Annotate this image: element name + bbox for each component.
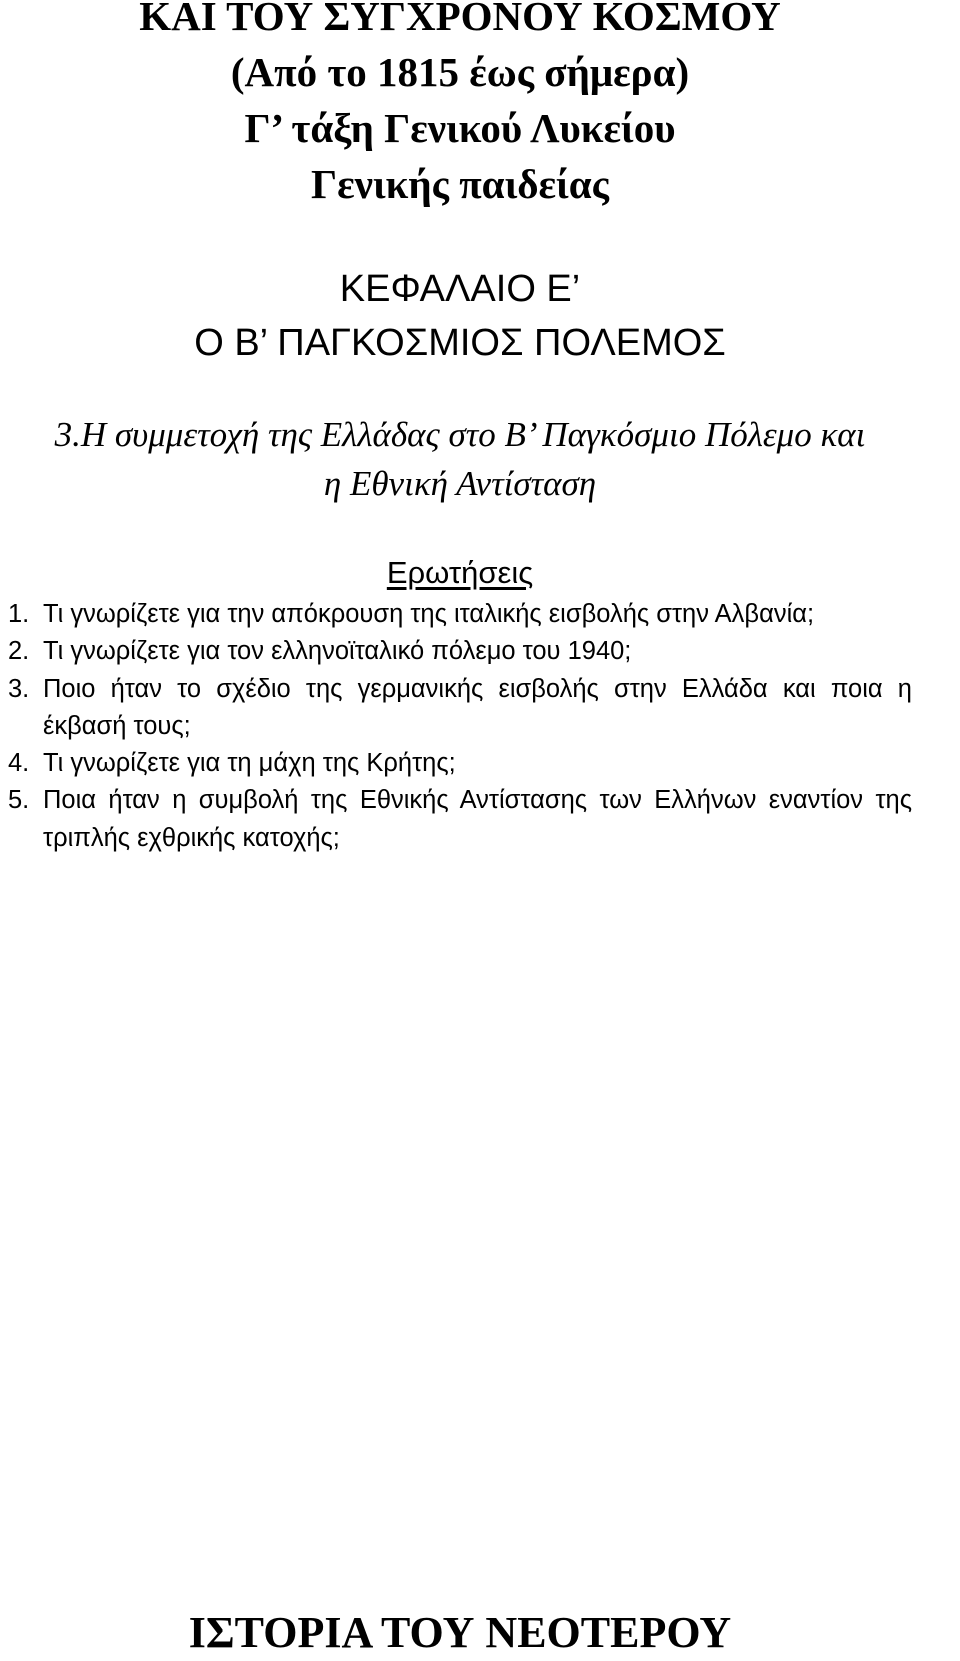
questions-list <box>8 596 912 857</box>
title-line-3: Γ’ τάξη Γενικού Λυκείου <box>244 105 676 151</box>
document-title <box>0 0 920 212</box>
chapter-title: Ο Β’ ΠΑΓΚΟΣΜΙΟΣ ΠΟΛΕΜΟΣ <box>194 322 726 364</box>
question-text: Τι γνωρίζετε για την απόκρουση της ιταλικής εισβολής στην Αλβανία; <box>43 600 815 628</box>
question-number: 1. <box>8 600 30 628</box>
question-number: 5. <box>8 786 30 815</box>
footer-title: ΙΣΤΟΡΙΑ ΤΟΥ ΝΕΟΤΕΡΟΥ <box>188 1608 732 1657</box>
question-number: 4. <box>8 749 30 778</box>
title-line-4: Γενικής παιδείας <box>311 161 609 207</box>
question-number: 3. <box>8 674 30 703</box>
section-title-line-1: 3.Η συμμετοχή της Ελλάδας στο Β’ Παγκόσμιο Πόλεμο και <box>54 415 866 454</box>
question-item <box>8 745 912 782</box>
question-item <box>8 596 912 633</box>
question-text: Ποιο ήταν το σχέδιο της γερμανικής εισβολής στην Ελλάδα και ποια η έκβασή τους; <box>43 674 912 740</box>
question-number: 2. <box>8 637 30 666</box>
question-text: Ποια ήταν η συμβολή της Εθνικής Αντίστασης των Ελλήνων εναντίον της τριπλής εχθρικής κατοχής; <box>43 786 912 852</box>
title-line-2: (Από το 1815 έως σήμερα) <box>230 49 690 95</box>
chapter-heading <box>0 262 920 370</box>
question-item <box>8 671 912 746</box>
question-item <box>8 633 912 670</box>
section-heading <box>0 410 920 508</box>
title-line-1: ΚΑΙ ΤΟΥ ΣΥΓΧΡΟΝΟΥ ΚΟΣΜΟΥ <box>139 0 781 39</box>
question-text: Τι γνωρίζετε για τη μάχη της Κρήτης; <box>43 749 456 778</box>
questions-heading: Ερωτήσεις <box>386 555 534 590</box>
chapter-label: ΚΕΦΑΛΑΙΟ Ε’ <box>339 268 581 310</box>
section-title-line-2: η Εθνική Αντίσταση <box>323 464 597 503</box>
question-text: Τι γνωρίζετε για τον ελληνοϊταλικό πόλεμο του 1940; <box>43 637 632 666</box>
question-item <box>8 782 912 857</box>
